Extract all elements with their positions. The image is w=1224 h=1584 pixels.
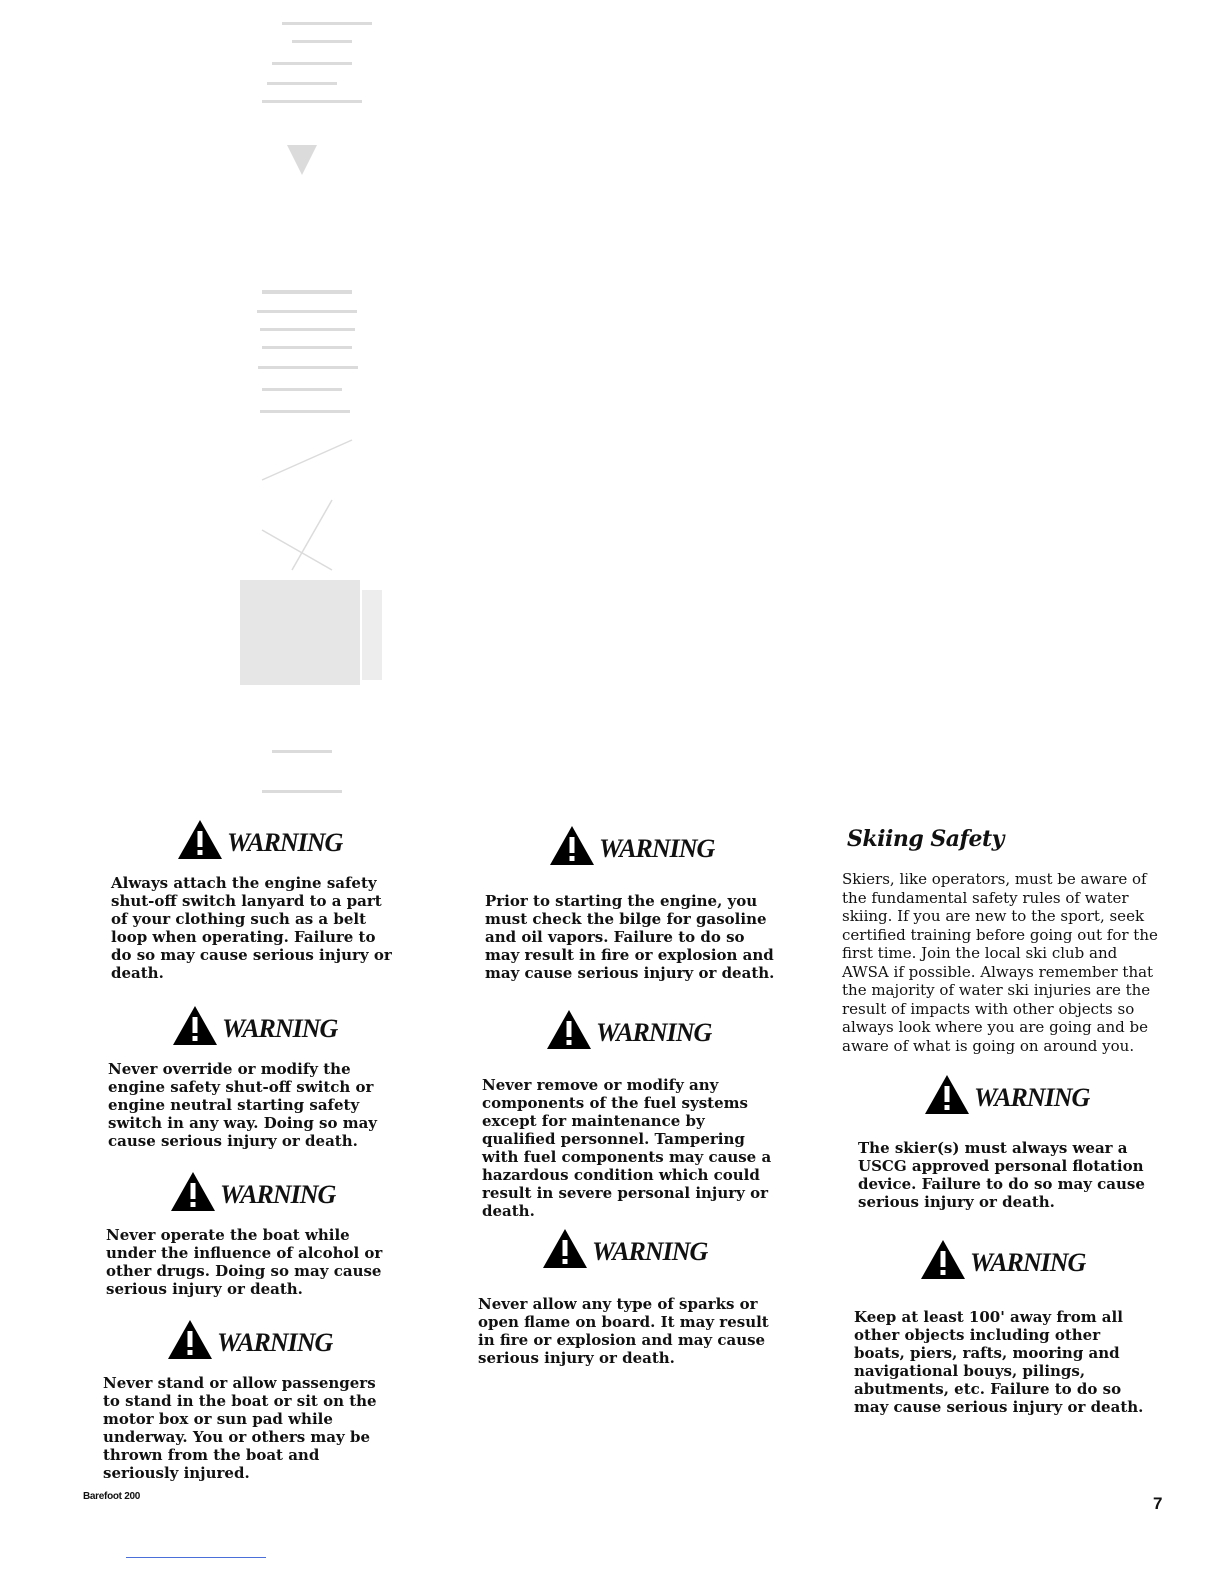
warning-triangle-icon bbox=[549, 824, 595, 866]
warning-flotation-device bbox=[858, 1073, 1158, 1211]
footer-model-name: Barefoot 200 bbox=[83, 1491, 140, 1502]
skiing-safety-body: Skiers, like operators, must be aware of the fundamental safety rules of water skiing. If you are new to the sport, seek certified training before going out for the first time. Join the local ski club and AWSA if possible. Always remember that the majority of water ski injuries are the result of impacts with other objects so always look where you are going and be aware of what is going on around you. bbox=[842, 870, 1158, 1055]
warning-text: Never override or modify the engine safety shut-off switch or engine neutral starting safety switch in any way. Doing so may cause serious injury or death. bbox=[108, 1060, 378, 1150]
warning-label: WARNING bbox=[599, 834, 715, 863]
warning-text: Never remove or modify any components of the fuel systems except for maintenance by qualified personnel. Tampering with fuel components may cause a hazardous condition which could result in severe personal injury or death. bbox=[482, 1076, 772, 1220]
warning-text: Never allow any type of sparks or open flame on board. It may result in fire or explosion and may cause serious injury or death. bbox=[478, 1295, 769, 1367]
scan-bleed-through bbox=[232, 10, 402, 810]
warning-label: WARNING bbox=[596, 1018, 712, 1047]
warning-passengers bbox=[103, 1318, 397, 1482]
divider bbox=[126, 1557, 266, 1558]
warning-triangle-icon bbox=[170, 1170, 216, 1212]
warning-text: The skier(s) must always wear a USCG approved personal flotation device. Failure to do so may cause serious injury or death. bbox=[858, 1139, 1145, 1211]
warning-text: Keep at least 100' away from all other objects including other boats, piers, rafts, mooring and navigational bouys, pilings, abutments, etc. Failure to do so may cause serious injury or death. bbox=[854, 1308, 1144, 1416]
warning-bilge-vapors bbox=[485, 824, 777, 982]
warning-triangle-icon bbox=[177, 818, 223, 860]
warning-label: WARNING bbox=[974, 1083, 1090, 1112]
warning-fuel-system bbox=[482, 1008, 778, 1220]
warning-keep-distance bbox=[854, 1238, 1144, 1416]
warning-text: Prior to starting the engine, you must check the bilge for gasoline and oil vapors. Failure to do so may result in fire or explosion and may cause serious injury or death. bbox=[485, 892, 775, 982]
warning-alcohol bbox=[106, 1170, 402, 1298]
warning-triangle-icon bbox=[167, 1318, 213, 1360]
skiing-safety-title: Skiing Safety bbox=[847, 826, 1004, 852]
warning-text: Never operate the boat while under the influence of alcohol or other drugs. Doing so may cause serious injury or death. bbox=[106, 1226, 383, 1298]
page-number: 7 bbox=[1153, 1494, 1163, 1513]
warning-triangle-icon bbox=[542, 1227, 588, 1269]
warning-text: Never stand or allow passengers to stand in the boat or sit on the motor box or sun pad while underway. You or others may be thrown from the boat and seriously injured. bbox=[103, 1374, 377, 1482]
warning-safety-switch bbox=[108, 1004, 400, 1150]
warning-label: WARNING bbox=[220, 1180, 336, 1209]
warning-label: WARNING bbox=[970, 1248, 1086, 1277]
warning-text: Always attach the engine safety shut-off switch lanyard to a part of your clothing such as a belt loop when operating. Failure to do so may cause serious injury or death. bbox=[111, 874, 392, 982]
warning-label: WARNING bbox=[222, 1014, 338, 1043]
warning-sparks bbox=[478, 1227, 770, 1367]
warning-triangle-icon bbox=[924, 1073, 970, 1115]
warning-label: WARNING bbox=[227, 828, 343, 857]
warning-triangle-icon bbox=[546, 1008, 592, 1050]
warning-label: WARNING bbox=[217, 1328, 333, 1357]
warning-label: WARNING bbox=[592, 1237, 708, 1266]
warning-triangle-icon bbox=[172, 1004, 218, 1046]
warning-engine-lanyard bbox=[111, 818, 401, 982]
warning-triangle-icon bbox=[920, 1238, 966, 1280]
